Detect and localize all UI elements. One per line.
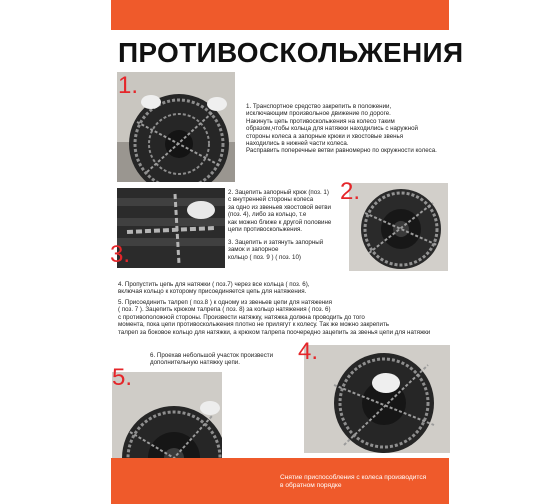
step4-text: 4. Пропустить цепь для натяжки ( поз.7) через все кольца ( поз. 6), включая кольцо к которому присоединяется цепь для натяжения. — [118, 281, 310, 296]
step1-text: 1. Транспортное средство закрепить в положении, исключающим произвольное движение по дороге. Накинуть цепь противоскольжения на колесо таким образом,чтобы кольца для натяжки находились с наружной стороны колеса а запорные крюки и хвостовые звенья находились в нижней части колеса. Расправить поперечные ветви равномерно по окружности колеса. — [246, 103, 437, 155]
step1-number: 1. — [118, 72, 139, 99]
step6-text: 6. Проехав небольшой участок произвести дополнительную натяжку цепи. — [150, 352, 274, 367]
footer-note: Снятие приспособления с колеса производится в обратном порядке — [280, 474, 427, 489]
top-orange-banner — [111, 0, 449, 30]
step4-photo — [304, 345, 450, 453]
step4-number: 4. — [298, 338, 319, 365]
step2-number: 2. — [340, 178, 361, 205]
step3-number: 3. — [110, 241, 131, 268]
step5-number: 5. — [112, 364, 133, 391]
step2-photo — [349, 183, 448, 271]
step3-text: 3. Зацепить и затянуть запорный замок и запорное кольцо ( поз. 9 ) ( поз. 10) — [228, 239, 324, 261]
step3-photo — [117, 188, 225, 268]
step2-text: 2. Зацепить запорный крюк (поз. 1) с внутренней стороны колеса за одно из звеньев хвостовой ветви (поз. 4), либо за кольцо, т.е как можно ближе к другой половине цепи противоскольжения. — [228, 189, 332, 234]
page-title: ПРОТИВОСКОЛЬЖЕНИЯ — [118, 37, 464, 68]
step5-text: 5. Присоединить талреп ( поз.8 ) к одному из звеньев цепи для натяжения ( поз. 7 ). Зацепить крюком талрепа ( поз. 8) за кольцо натяжения ( поз. 6) с противоположной стороны. Произвести натяжку, натяжка должна проводить до того момента, пока цепи противоскольжения плотно не прилягут к колесу. Так же можно закрепить талреп за боковое кольцо для натяжки, а крюком талрепа поочередно зацепить за звенья цепи для натяжки — [118, 299, 431, 336]
